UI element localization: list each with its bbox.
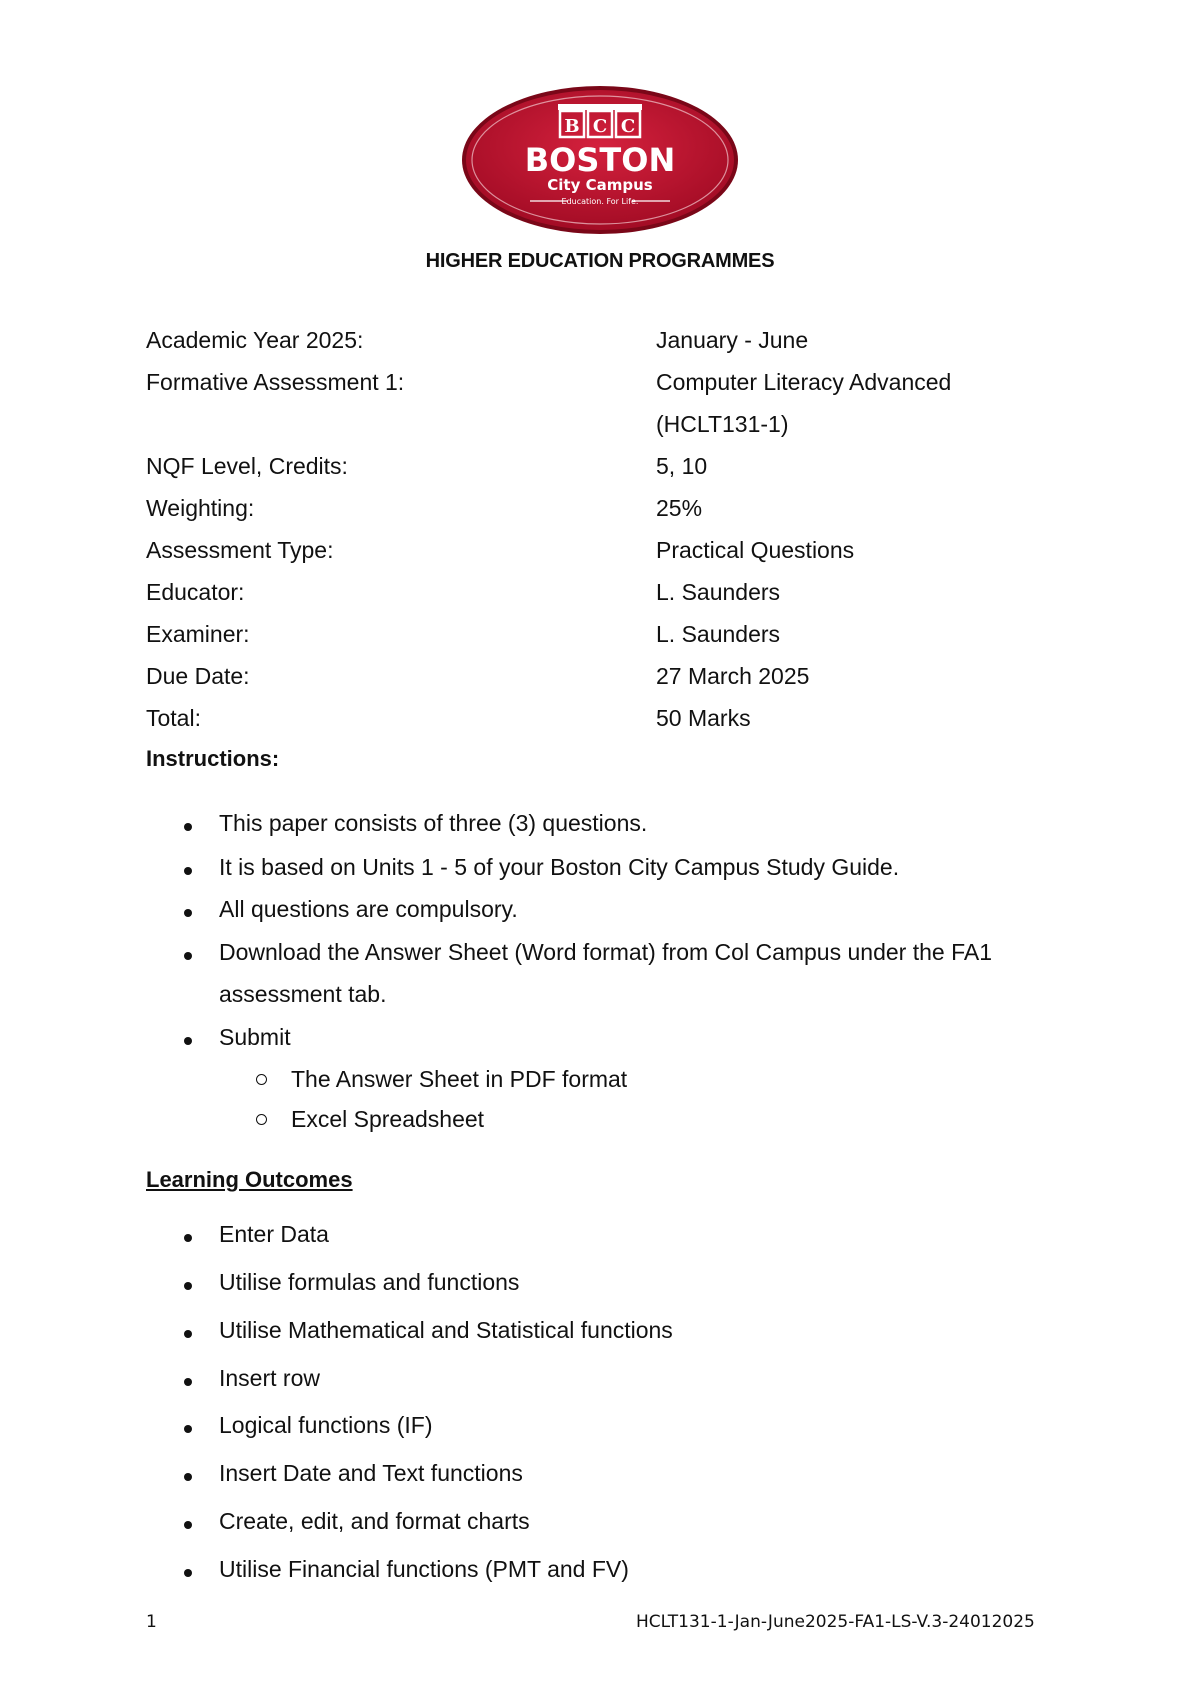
detail-value: L. Saunders	[656, 579, 781, 605]
detail-label: Assessment Type:	[146, 537, 334, 563]
detail-value: 27 March 2025	[656, 663, 810, 689]
detail-value: (HCLT131-1)	[656, 411, 789, 437]
detail-value: 25%	[656, 495, 703, 521]
learning-outcomes-title: Learning Outcomes	[146, 1167, 353, 1192]
logo-name: BOSTON	[524, 141, 676, 179]
bullet-icon	[184, 909, 192, 917]
detail-label: Weighting:	[146, 495, 255, 521]
detail-row	[146, 327, 1106, 359]
logo-tagline: Education. For Life.	[561, 197, 639, 206]
logo-emblem	[460, 84, 740, 236]
detail-value: L. Saunders	[656, 621, 781, 647]
bullet-icon	[184, 1330, 192, 1338]
detail-row	[146, 369, 1106, 401]
logo-initial-b: B	[564, 116, 580, 137]
boston-city-campus-logo	[460, 84, 740, 236]
detail-label: Due Date:	[146, 663, 250, 689]
detail-row	[146, 495, 1106, 527]
detail-row	[146, 453, 1106, 485]
detail-value: Practical Questions	[656, 537, 855, 563]
detail-value: 50 Marks	[656, 705, 751, 731]
detail-label: Total:	[146, 705, 201, 731]
document-page: B C C BOSTON City Campus Education. For Life. HIGHER EDUCATION PROGRAMMES Academic Year 2025: January - June Formative Assessment 1: Computer Literacy Advanced (HCLT131-1) NQF Level, Credits: 5, 10 Weighting: 25% Assessment Type: Practical Questions Educator: L. Saunders Examiner: L. Saunders Due Date: 27 March 2025 Total: 50 Marks Instructions: This paper consists of three (3) questions. It is based on Units 1 - 5 of your Boston City Campus Study Guide. All questions are compulsory. Download the Answer Sheet (Word format) from Col Campus under the FA1 assessment tab. Submit The Answer Sheet in PDF format Excel Spreadsheet Learning Outcomes Enter Data Utilise formulas and functions Utilise Mathematical and Statistical functions Insert row Logical functions (IF) Insert Date and Text functions Create, edit, and format charts Utilise Financial functions (PMT and FV) 1 HCLT131-1-Jan-June2025-FA1-LS-V.3-24012025	[0, 0, 1200, 1696]
detail-label: Formative Assessment 1:	[146, 369, 405, 395]
detail-value: Computer Literacy Advanced	[656, 369, 952, 395]
detail-row	[146, 663, 1106, 695]
detail-value: January - June	[656, 327, 809, 353]
detail-row	[146, 411, 1106, 443]
bullet-icon	[184, 1569, 192, 1577]
bullet-icon	[184, 1521, 192, 1529]
logo-initial-c1: C	[592, 116, 608, 137]
circle-bullet-icon	[256, 1074, 267, 1085]
document-code: HCLT131-1-Jan-June2025-FA1-LS-V.3-24012025	[636, 1612, 1035, 1632]
bullet-icon	[184, 952, 192, 960]
detail-value: 5, 10	[656, 453, 708, 479]
bullet-icon	[184, 1037, 192, 1045]
detail-row	[146, 705, 1106, 737]
circle-bullet-icon	[256, 1114, 267, 1125]
bullet-icon	[184, 1425, 192, 1433]
detail-row	[146, 579, 1106, 611]
bullet-icon	[184, 823, 192, 831]
detail-label: Academic Year 2025:	[146, 327, 364, 353]
bullet-icon	[184, 867, 192, 875]
bullet-icon	[184, 1378, 192, 1386]
page-heading: HIGHER EDUCATION PROGRAMMES	[425, 250, 775, 272]
bullet-icon	[184, 1234, 192, 1242]
logo-subtitle: City Campus	[547, 176, 653, 194]
detail-row	[146, 621, 1106, 653]
bullet-icon	[184, 1473, 192, 1481]
page-number: 1	[146, 1612, 157, 1632]
detail-label: Educator:	[146, 579, 245, 605]
logo-initial-c2: C	[620, 116, 636, 137]
logo-initials	[558, 104, 642, 137]
instructions-title: Instructions:	[146, 746, 280, 771]
detail-label: Examiner:	[146, 621, 250, 647]
detail-row	[146, 537, 1106, 569]
detail-label: NQF Level, Credits:	[146, 453, 348, 479]
bullet-icon	[184, 1282, 192, 1290]
